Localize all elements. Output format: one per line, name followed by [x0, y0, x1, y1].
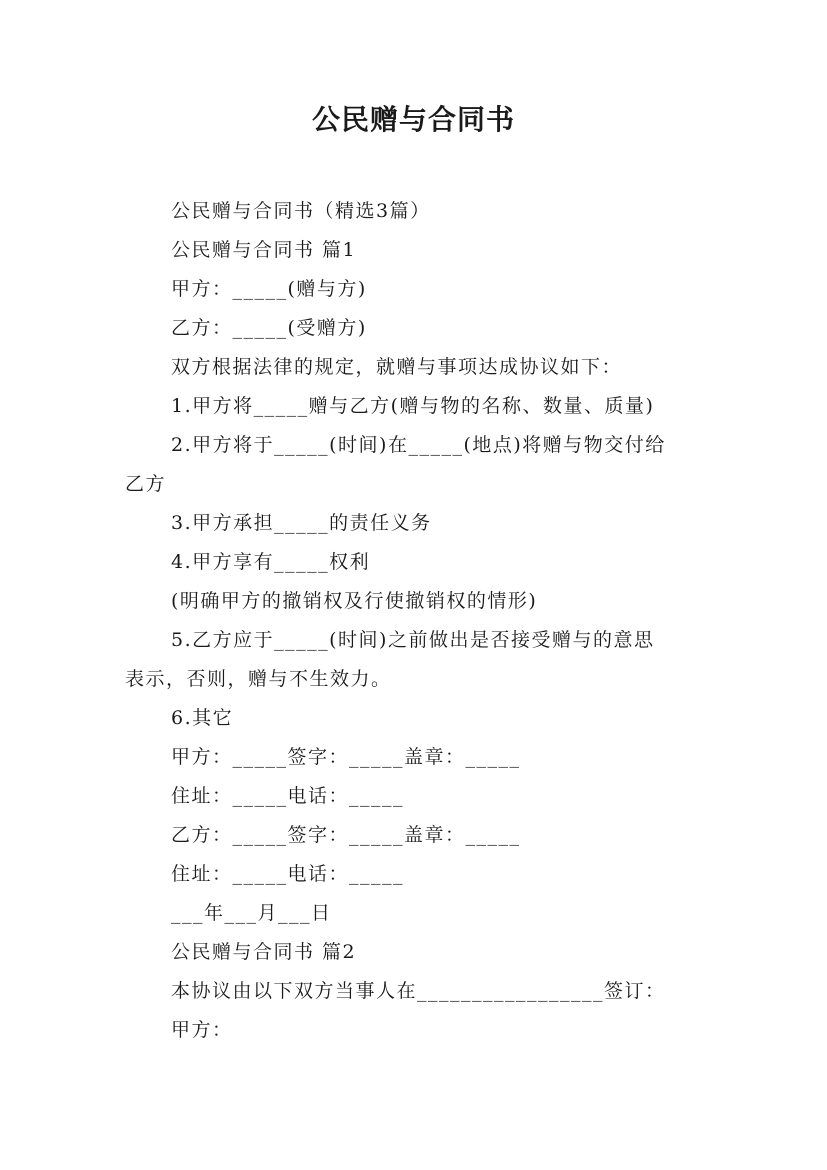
- document-title: 公民赠与合同书: [311, 103, 515, 136]
- paragraph-line: 乙方: [125, 473, 167, 495]
- paragraph-line: 乙方：_____(受赠方): [171, 317, 367, 339]
- paragraph-line: 6.其它: [171, 707, 234, 729]
- paragraph-line: 表示，否则，赠与不生效力。: [125, 668, 392, 690]
- paragraph-line: 5.乙方应于_____(时间)之前做出是否接受赠与的意思: [171, 629, 655, 651]
- paragraph-line: 3.甲方承担_____的责任义务: [171, 512, 432, 534]
- paragraph-line: (明确甲方的撤销权及行使撤销权的情形): [171, 590, 538, 612]
- paragraph-line: 公民赠与合同书 篇2: [171, 941, 357, 963]
- paragraph-line: 甲方：_____(赠与方): [171, 278, 367, 300]
- paragraph-line: 住址：_____电话：_____: [171, 785, 405, 807]
- paragraph-line: 住址：_____电话：_____: [171, 863, 405, 885]
- paragraph-line: 甲方：_____签字：_____盖章：_____: [171, 746, 521, 768]
- paragraph-line: 乙方：_____签字：_____盖章：_____: [171, 824, 521, 846]
- paragraph-line: 双方根据法律的规定，就赠与事项达成协议如下：: [171, 356, 623, 378]
- document-body: [125, 192, 705, 1050]
- paragraph-line: 甲方：: [171, 1019, 233, 1041]
- paragraph-line: 本协议由以下双方当事人在_________________签订：: [171, 980, 666, 1002]
- paragraph-line: 4.甲方享有_____权利: [171, 551, 371, 573]
- paragraph-line: 2.甲方将于_____(时间)在_____(地点)将赠与物交付给: [171, 434, 666, 456]
- paragraph-line: ___年___月___日: [171, 902, 332, 924]
- paragraph-line: 1.甲方将_____赠与乙方(赠与物的名称、数量、质量): [171, 395, 655, 417]
- paragraph-line: 公民赠与合同书（精选3篇）: [171, 200, 431, 222]
- paragraph-line: 公民赠与合同书 篇1: [171, 239, 357, 261]
